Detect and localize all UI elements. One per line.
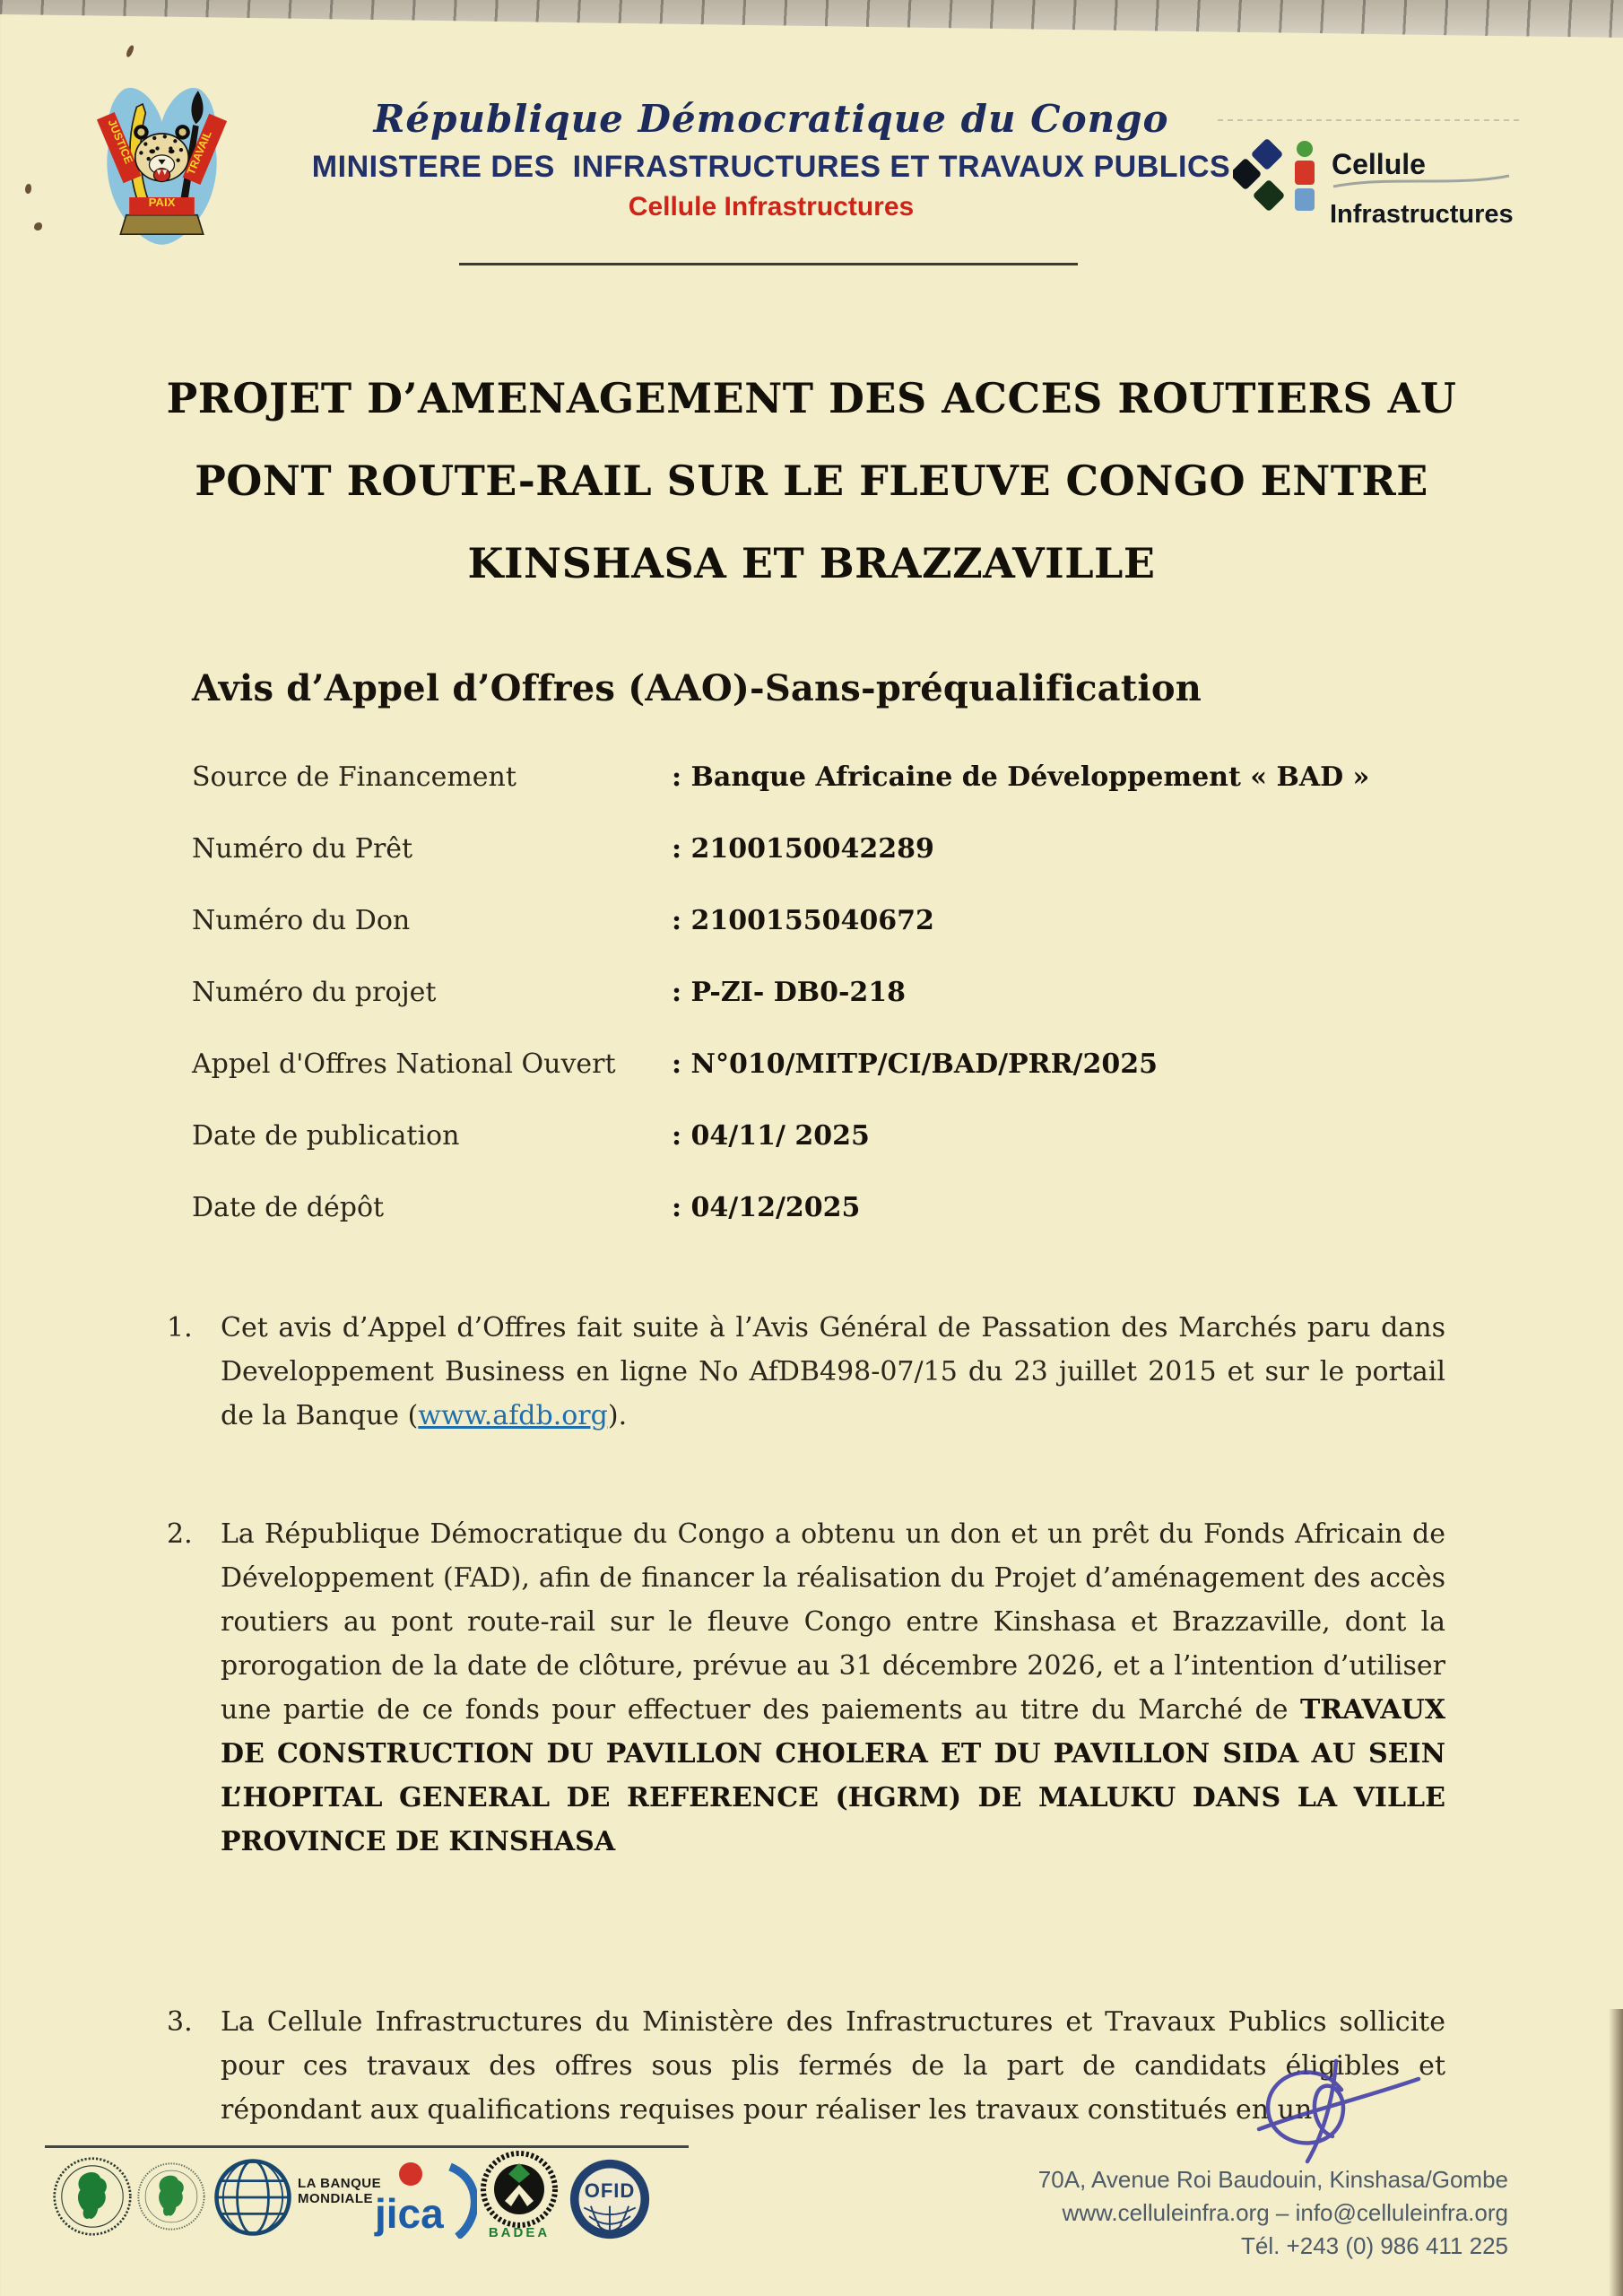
field-row-tender-number (192, 1042, 1483, 1087)
field-value: : N°010/MITP/CI/BAD/PRR/2025 (672, 1048, 1158, 1080)
drc-coat-of-arms (88, 74, 236, 253)
ministry-title: MINISTERE DES INFRASTRUCTURES ET TRAVAUX PUBLICS (311, 150, 1231, 184)
cellule-subtitle: Cellule Infrastructures (628, 192, 915, 222)
contract-title-bold: TRAVAUX DE CONSTRUCTION DU PAVILLON CHOLERA ET DU PAVILLON SIDA AU SEIN L’HOPITAL GENERAL DE REFERENCE (HGRM) DE MALUKU DANS LA VILLE PROVINCE DE KINSHASA (221, 1694, 1445, 1857)
motto-justice: JUSTICE (105, 117, 135, 166)
field-value: : Banque Africaine de Développement « BAD » (672, 761, 1370, 793)
logo-text-infrastructures: Infrastructures (1330, 200, 1514, 229)
diamond-green-icon (1253, 179, 1286, 213)
ofid-logo-text: OFID (584, 2179, 636, 2203)
field-row-grant-number (192, 899, 1483, 944)
web-and-email[interactable]: www.celluleinfra.org – info@celluleinfra.org (1062, 2199, 1508, 2226)
diamond-navy-icon (1251, 138, 1284, 171)
letterhead (269, 97, 1273, 222)
world-bank-globe-icon (212, 2156, 294, 2239)
phone-number: Tél. +243 (0) 986 411 225 (1240, 2232, 1508, 2259)
document-title (135, 357, 1488, 604)
field-label: Numéro du Prêt (192, 833, 413, 865)
scanner-edge-band (0, 0, 1623, 38)
field-label: Numéro du projet (192, 977, 437, 1008)
title-line-2: PONT ROUTE-RAIL SUR LE FLEUVE CONGO ENTRE (195, 457, 1428, 505)
leopard-head-icon (134, 125, 190, 182)
title-line-3: KINSHASA ET BRAZZAVILLE (467, 539, 1156, 587)
scan-speck (126, 44, 135, 57)
paragraph-text: Cet avis d’Appel d’Offres fait suite à l’Avis Général de Passation des Marchés paru dans Developpement Business en ligne No AfDB498-07/15 du 23 juillet 2015 et sur le portail de la Banque ( (221, 1312, 1445, 1431)
jica-logo-icon (369, 2158, 477, 2239)
paragraph-number: 2. (167, 1518, 193, 1550)
field-row-submission-date (192, 1186, 1483, 1231)
page-edge-shadow (1609, 2009, 1623, 2296)
field-value: : 2100155040672 (672, 905, 934, 936)
scan-speck (25, 184, 31, 194)
field-row-publication-date (192, 1114, 1483, 1159)
field-value: : 04/12/2025 (672, 1192, 861, 1223)
field-row-financing (192, 755, 1483, 800)
footer-rule (45, 2145, 689, 2148)
cellule-infrastructures-logo (1233, 131, 1520, 261)
republic-title: République Démocratique du Congo (373, 97, 1169, 141)
scan-speck (34, 222, 42, 230)
emblem-pedestal (120, 215, 203, 234)
badea-logo-text: BADEA (488, 2225, 551, 2240)
ofid-logo-icon (568, 2158, 651, 2240)
title-line-1: PROJET D’AMENAGEMENT DES ACCES ROUTIERS AU (166, 374, 1457, 422)
street-address: 70A, Avenue Roi Baudouin, Kinshasa/Gombe (1037, 2166, 1508, 2193)
diamond-black-icon (1233, 158, 1262, 191)
field-row-project-number (192, 970, 1483, 1015)
person-icon (1295, 141, 1315, 211)
afdb-logo-icon (52, 2156, 133, 2237)
field-value: : 2100150042289 (672, 833, 934, 865)
paragraph-text: La République Démocratique du Congo a obtenu un don et un prêt du Fonds Africain de Développement (FAD), afin de financer la réalisation du Projet d’aménagement des accès routiers au pont route-rail sur le fleuve Congo entre Kinshasa et Brazzaville, dont la prorogation de la date de clôture, prévue au 31 décembre 2026, et a l’intention d’utiliser une partie de ce fonds pour effectuer des paiements au titre du Marché de (221, 1518, 1445, 1726)
badea-logo-icon (479, 2151, 560, 2240)
tender-fields (192, 755, 1483, 1257)
world-bank-label-line1: LA BANQUE (298, 2176, 382, 2191)
field-value: : P-ZI- DB0-218 (672, 977, 907, 1008)
paragraph-text: ). (607, 1400, 628, 1431)
field-label: Appel d'Offres National Ouvert (192, 1048, 616, 1080)
field-label: Date de publication (192, 1120, 460, 1152)
notice-heading: Avis d’Appel d’Offres (AAO)-Sans-préqualification (192, 667, 1202, 709)
field-value: : 04/11/ 2025 (672, 1120, 870, 1152)
motto-travail: TRAVAIL (184, 128, 214, 177)
afdb-link[interactable]: www.afdb.org (418, 1400, 608, 1431)
field-label: Date de dépôt (192, 1192, 385, 1223)
field-row-loan-number (192, 827, 1483, 872)
pen-squiggle-mark (1254, 2052, 1424, 2178)
jica-logo-text: jica (375, 2190, 444, 2237)
paragraph-2 (165, 1512, 1445, 1864)
afdb-group-logo-icon (136, 2161, 206, 2231)
motto-paix: PAIX (148, 195, 176, 209)
header-rule (459, 263, 1078, 265)
field-label: Source de Financement (192, 761, 516, 793)
paragraph-1 (165, 1306, 1445, 1438)
footer-address-block (888, 2163, 1508, 2263)
paragraph-text: La Cellule Infrastructures du Ministère des Infrastructures et Travaux Publics sollicite pour ces travaux des offres sous plis fermés de la part de candidats éligibles et répondant aux qualifications requises pour réaliser les travaux constitués en un (221, 2006, 1445, 2126)
field-label: Numéro du Don (192, 905, 411, 936)
paragraph-number: 3. (167, 2006, 193, 2038)
svg-text:PAIX (149, 196, 176, 209)
paragraph-number: 1. (167, 1312, 193, 1344)
logo-text-cellule: Cellule (1332, 148, 1426, 180)
world-bank-label-line2: MONDIALE (298, 2191, 373, 2206)
